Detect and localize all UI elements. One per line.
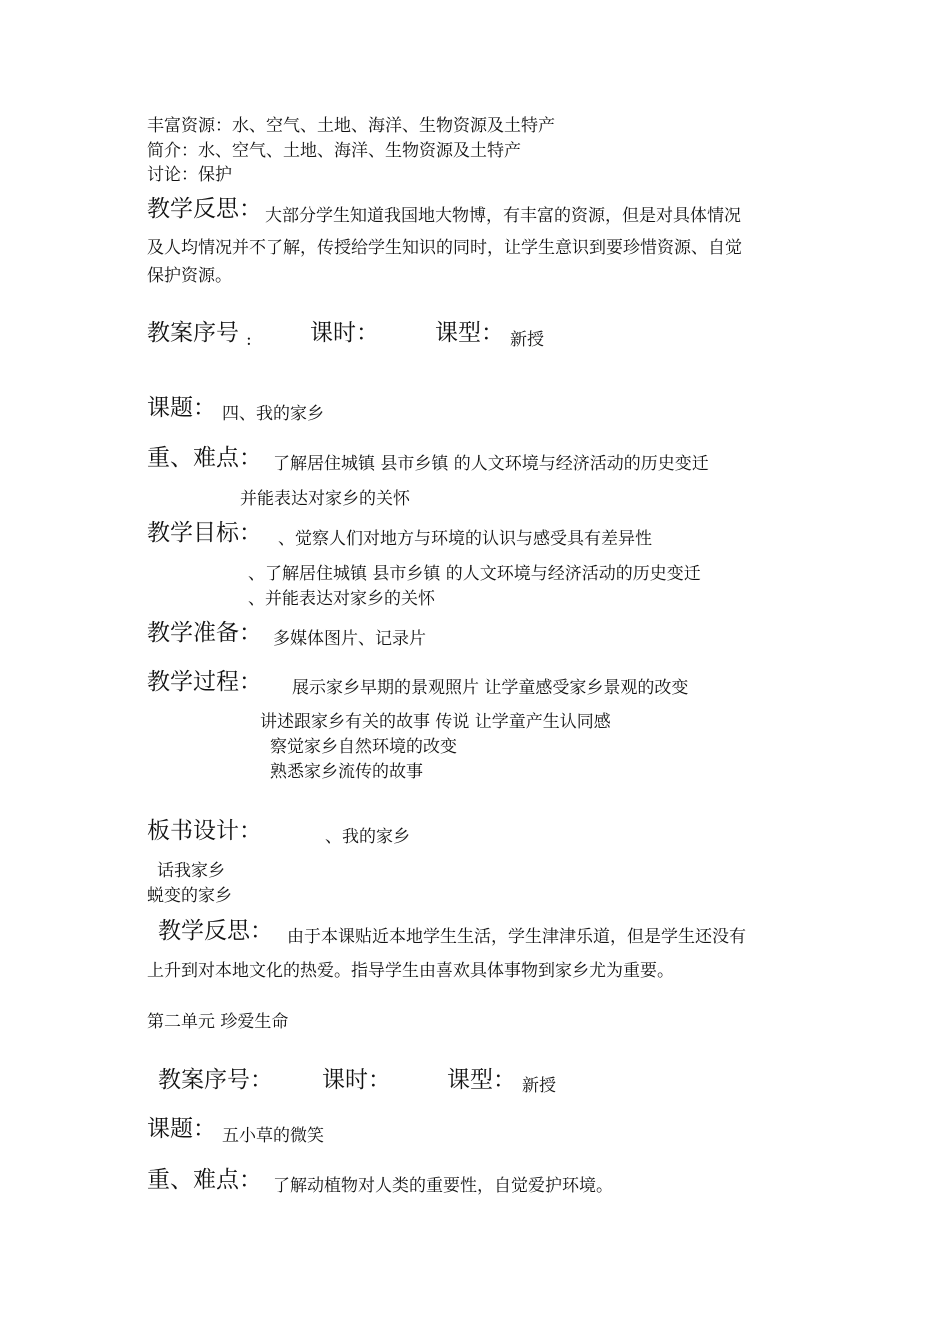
reflection-1-line-1: 大部分学生知道我国地大物博，有丰富的资源，但是对具体情况: [265, 206, 741, 226]
lesson-1-process-step-2: 讲述跟家乡有关的故事 传说 让学童产生认同感: [260, 712, 611, 732]
lesson-2-key-line-1: 了解动植物对人类的重要性，自觉爱护环境。: [273, 1176, 613, 1196]
intro-discussion-line: 讨论：保护: [147, 165, 232, 185]
lesson-1-key-line-2: 并能表达对家乡的关怀: [240, 489, 410, 509]
lesson-1-topic: 四、我的家乡: [222, 404, 324, 424]
lesson-1-process-step-3: 察觉家乡自然环境的改变: [270, 737, 457, 757]
lesson-1-seq-mark: :: [246, 330, 252, 350]
lesson-1-goal-1: 、觉察人们对地方与环境的认识与感受具有差异性: [278, 529, 652, 549]
lesson-2-type-value: 新授: [522, 1076, 556, 1096]
lesson-1-prep: 多媒体图片、记录片: [273, 629, 426, 649]
lesson-1-type-value: 新授: [510, 330, 544, 350]
lesson-1-hours-label: 课时：: [310, 320, 379, 346]
lesson-1-type-label: 课型：: [435, 320, 504, 346]
lesson-1-board-title: 、我的家乡: [325, 827, 410, 847]
lesson-1-reflection-label: 教学反思：: [158, 918, 273, 944]
lesson-1-board-item-2: 蜕变的家乡: [147, 886, 232, 906]
lesson-1-process-label: 教学过程：: [147, 669, 262, 695]
reflection-1-line-2: 及人均情况并不了解，传授给学生知识的同时，让学生意识到要珍惜资源、自觉: [147, 238, 742, 258]
lesson-1-process-step-4: 熟悉家乡流传的故事: [270, 762, 423, 782]
lesson-1-board-label: 板书设计：: [147, 818, 262, 844]
reflection-1-label: 教学反思：: [147, 196, 262, 222]
reflection-1-line-3: 保护资源。: [147, 266, 232, 286]
lesson-1-seq-label: 教案序号: [147, 320, 239, 346]
lesson-2-hours-label: 课时：: [322, 1067, 391, 1093]
intro-summary-line: 简介：水、空气、土地、海洋、生物资源及土特产: [147, 141, 521, 161]
lesson-2-topic: 五小草的微笑: [222, 1126, 324, 1146]
lesson-1-goals-label: 教学目标：: [147, 520, 262, 546]
lesson-1-reflection-line-1: 由于本课贴近本地学生生活，学生津津乐道，但是学生还没有: [287, 927, 746, 947]
lesson-2-topic-label: 课题：: [147, 1116, 216, 1142]
lesson-2-seq-label: 教案序号：: [158, 1067, 273, 1093]
intro-resources-line: 丰富资源：水、空气、土地、海洋、生物资源及土特产: [147, 116, 555, 136]
lesson-1-topic-label: 课题：: [147, 395, 216, 421]
lesson-1-key-label: 重、难点：: [147, 445, 262, 471]
unit-title: 第二单元 珍爱生命: [147, 1012, 289, 1032]
lesson-1-reflection-line-2: 上升到对本地文化的热爱。指导学生由喜欢具体事物到家乡尤为重要。: [147, 961, 674, 981]
lesson-1-prep-label: 教学准备：: [147, 620, 262, 646]
lesson-2-type-label: 课型：: [447, 1067, 516, 1093]
lesson-2-key-label: 重、难点：: [147, 1167, 262, 1193]
lesson-1-board-item-1: 话我家乡: [157, 861, 225, 881]
lesson-1-process-step-1: 展示家乡早期的景观照片 让学童感受家乡景观的改变: [292, 678, 689, 698]
lesson-1-key-line-1: 了解居住城镇 县市乡镇 的人文环境与经济活动的历史变迁: [273, 454, 709, 474]
lesson-1-goal-2: 、了解居住城镇 县市乡镇 的人文环境与经济活动的历史变迁: [248, 564, 701, 584]
lesson-1-goal-3: 、并能表达对家乡的关怀: [248, 589, 435, 609]
